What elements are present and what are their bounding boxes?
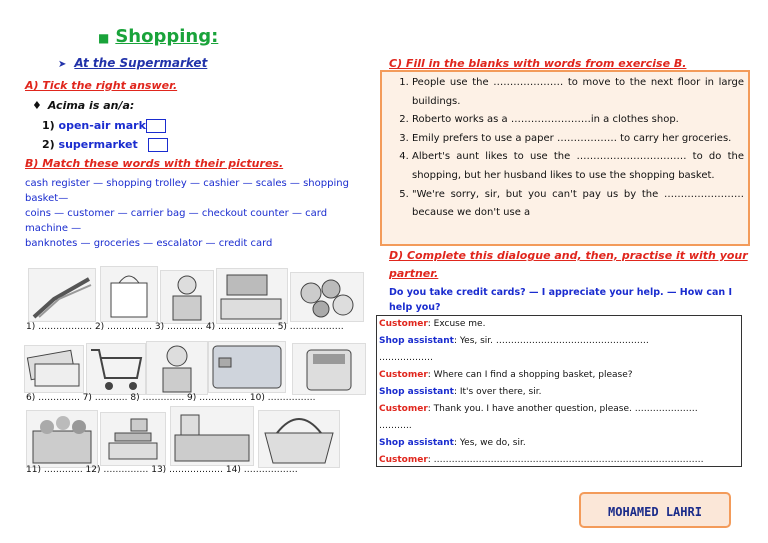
scales-picture [100,412,166,466]
author-badge: MOHAMED LAHRI [579,492,731,528]
fill-item: 4. Albert's aunt likes to use the …………………………… to do the shopping, but her husband likes to use the shopping basket. [412,148,744,185]
carrier-bag-picture [100,266,158,322]
checkout-counter-picture [170,406,254,466]
cashier-picture [160,270,214,324]
bullet-icon: ■ [98,31,110,45]
word-line: banknotes — groceries — escalator — credit card [25,238,273,249]
fill-item: 5. "We're sorry, sir, but you can't pay us by the …………………… because we don't use a [412,186,744,223]
dialogue-line: Customer: Where can I find a shopping basket, please? [379,370,633,380]
word-line: cash register — shopping trolley — cashier — scales — shopping [25,178,349,189]
dialogue-line: Shop assistant: It's over there, sir. [379,387,542,397]
fill-in-box [380,70,750,246]
dialogue-line: Customer: Excuse me. [379,319,486,329]
word-line: coins — customer — carrier bag — checkout counter — card [25,208,328,219]
dialogue-box [376,315,742,467]
word-line: basket— [25,193,69,204]
fill-item: 2. Roberto works as a ……………………in a clothes shop. [412,111,744,130]
shopping-trolley-picture [86,343,146,395]
dialogue-word-list: Do you take credit cards? — I appreciate your help. — How can I help you? [389,287,732,313]
section-b-header: B) Match these words with their pictures. [25,157,284,170]
word-line: machine — [25,223,82,234]
shopping-basket-picture [258,410,340,468]
arrow-bullet-icon: ➤ [58,59,67,70]
tick-box-1[interactable] [146,119,166,133]
labels-row-1: 1) ……………… 2) …………… 3) ………… 4) ………………. 5) ……………… [26,322,344,332]
dialogue-line: ……………… [379,353,433,363]
subtitle: ➤ At the Supermarket [58,56,208,70]
section-c-header: C) Fill in the blanks with words from exercise B. [389,57,687,70]
section-d-header: D) Complete this dialogue and, then, practise it with your partner. [389,249,748,280]
fill-item: 1. People use the ………………… to move to the next floor in large buildings. [412,74,744,111]
word-list [25,176,381,251]
credit-card-picture [208,341,286,393]
diamond-bullet-icon: ♦ [32,99,42,112]
escalator-picture [28,268,96,322]
dialogue-line: Shop assistant: Yes, we do, sir. [379,438,526,448]
labels-row-3: 11) …………. 12) …………… 13) ……………… 14) ……………… [26,465,298,475]
dialogue-line: Customer: ……………………………………………………………………………… [379,455,704,465]
section-a-question: ♦ Acima is an/a: [32,99,135,112]
groceries-picture [26,410,98,468]
page-title: ■ Shopping: [98,26,219,47]
dialogue-line: Customer: Thank you. I have another question, please. ………………… [379,404,698,414]
dialogue-line: ……….. [379,421,412,431]
banknotes-picture [24,345,84,393]
cash-register-picture [216,268,288,324]
section-a-header: A) Tick the right answer. [25,79,178,92]
card-machine-picture [292,343,366,395]
customer-picture [146,341,208,395]
labels-row-2: 6) ………….. 7) ……….. 8) ………….. 9) ……………. 10) ……………. [26,393,316,403]
coins-picture [290,272,364,322]
dialogue-line: Shop assistant: Yes, sir. …………………………………………… [379,336,649,346]
option-1: 1) open-air mark [42,119,166,133]
fill-item: 3. Emily prefers to use a paper ……………… to carry her groceries. [412,130,744,149]
tick-box-2[interactable] [148,138,168,152]
option-2: 2) supermarket [42,138,168,152]
